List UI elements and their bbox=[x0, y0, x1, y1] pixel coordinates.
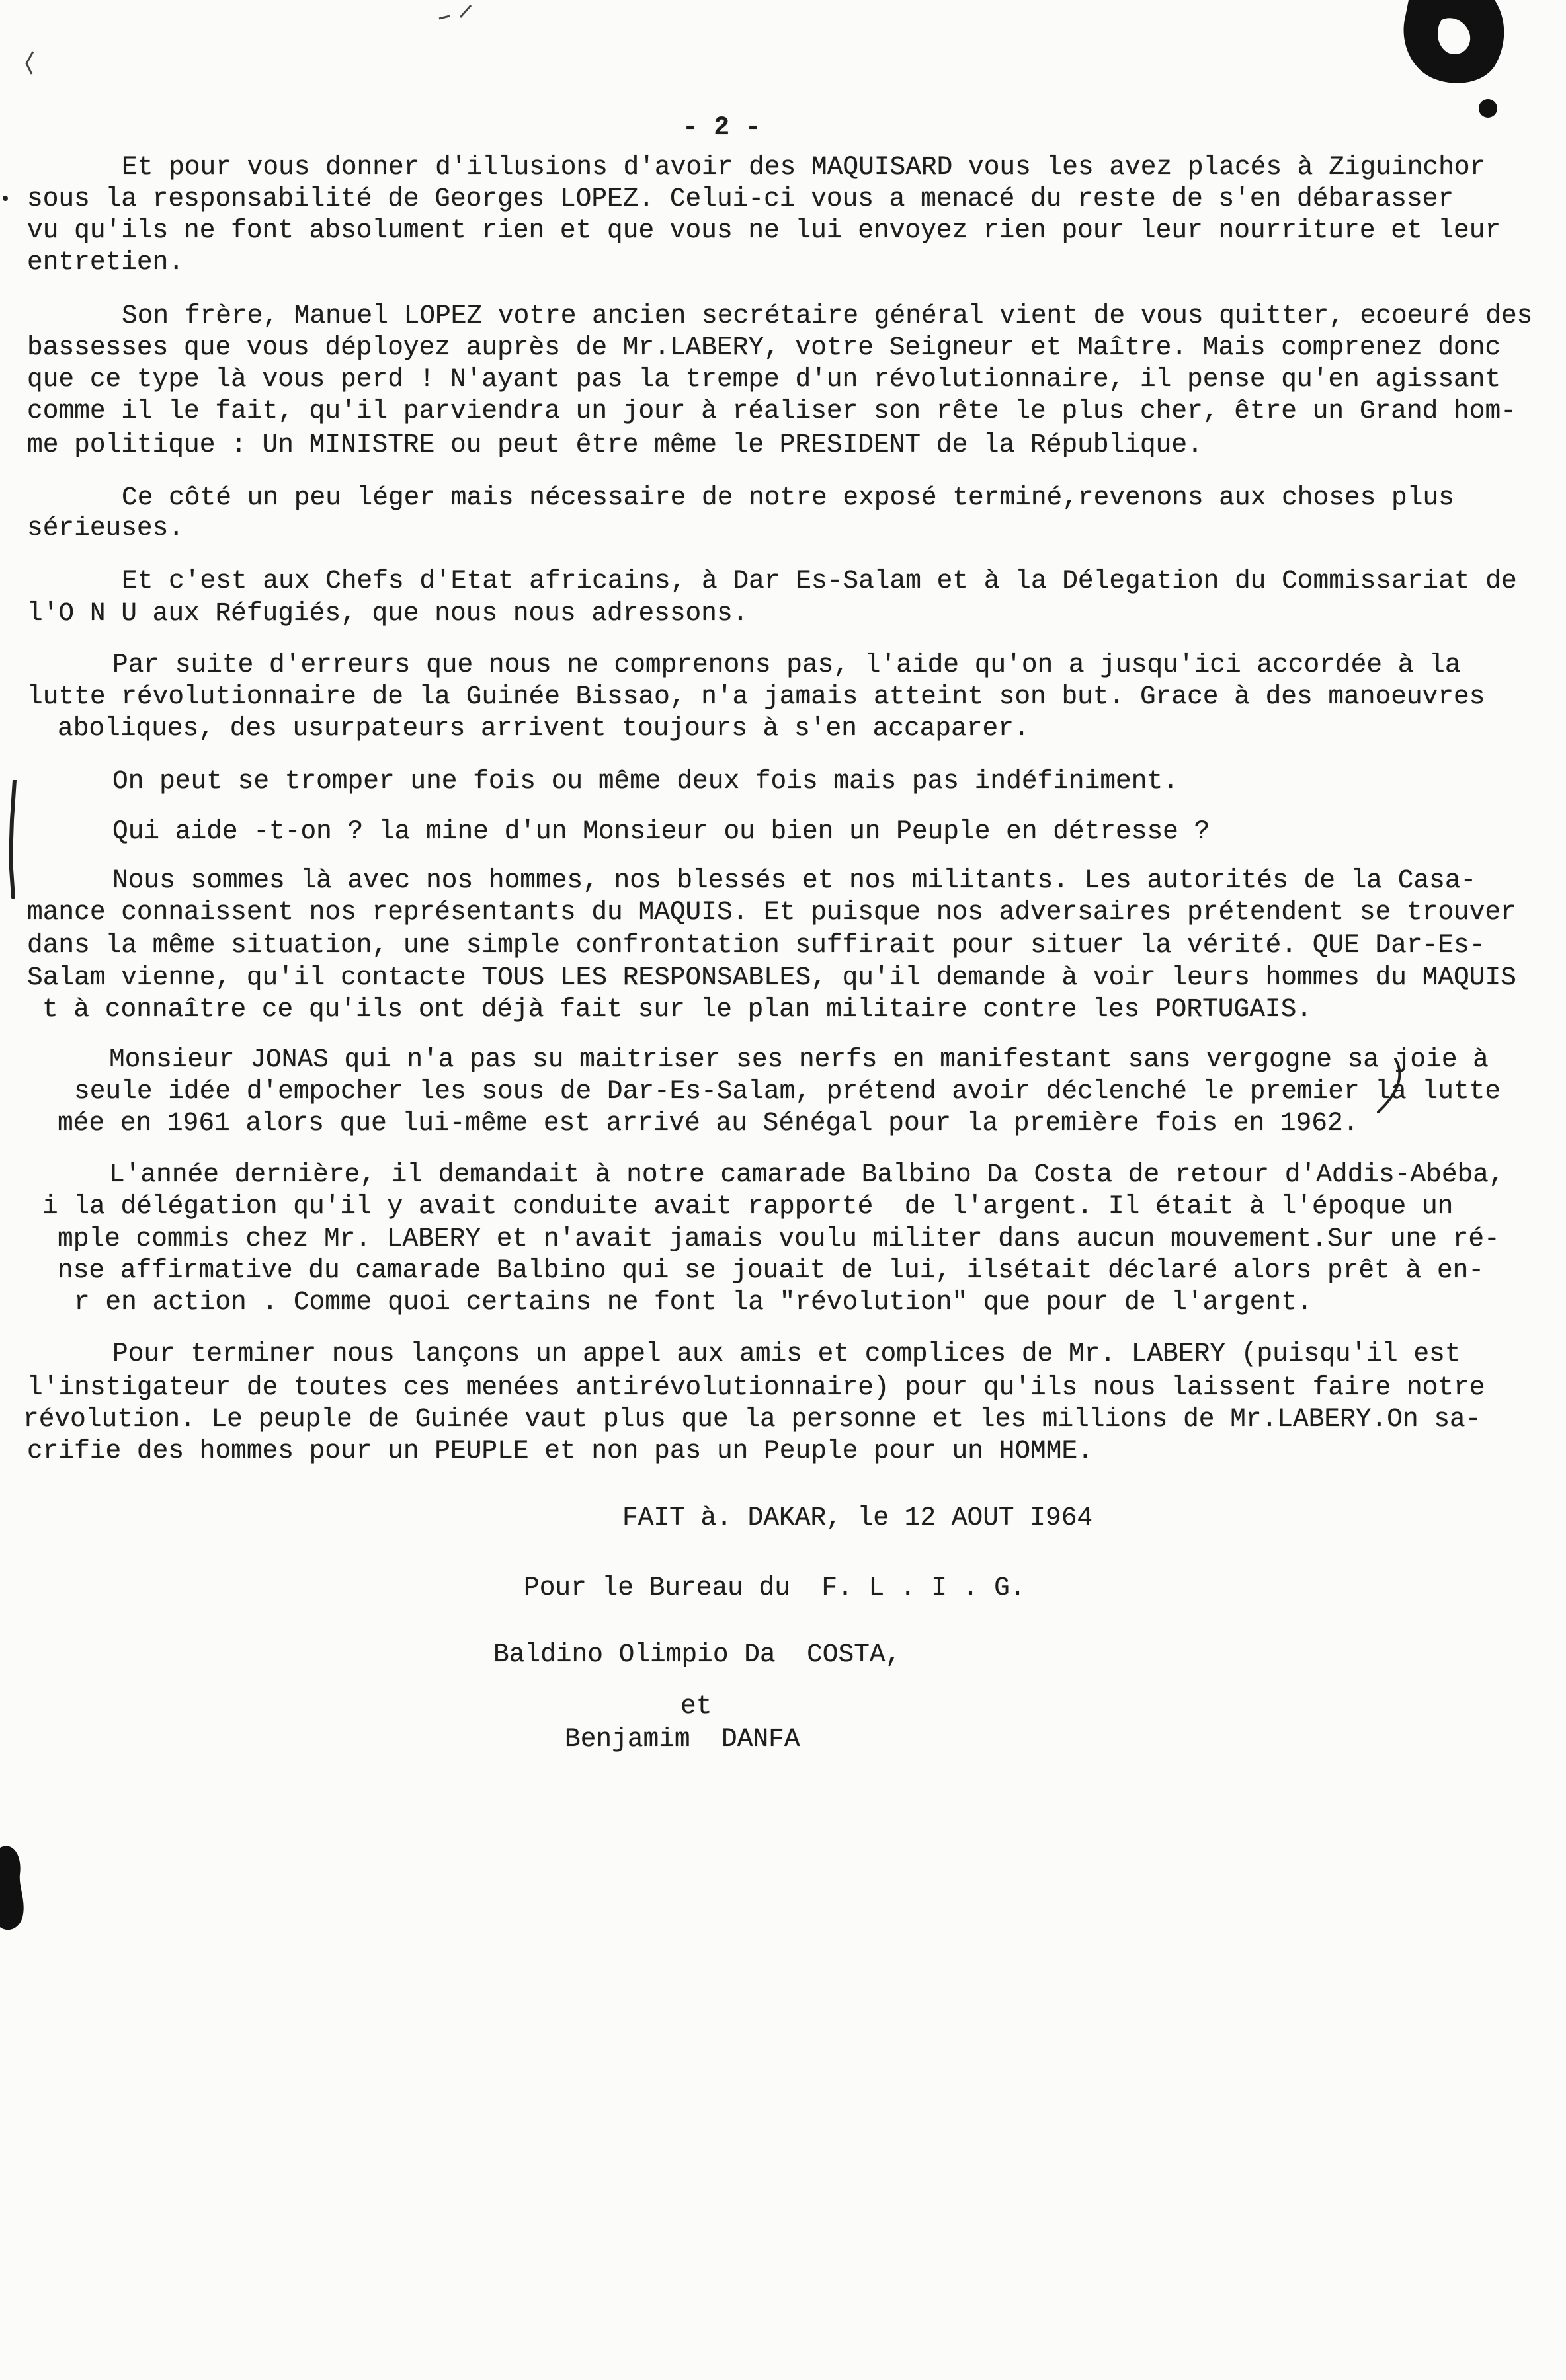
text-line: l'O N U aux Réfugiés, que nous nous adressons. bbox=[27, 598, 749, 628]
text-line: vu qu'ils ne font absolument rien et que vous ne lui envoyez rien pour leur nourriture et leur bbox=[27, 216, 1501, 245]
text-line: Par suite d'erreurs que nous ne comprenons pas, l'aide qu'on a jusqu'ici accordée à la bbox=[112, 650, 1461, 680]
stray-tick-mark bbox=[22, 50, 38, 77]
text-line: dans la même situation, une simple confrontation suffirait pour situer la vérité. QUE Dar-Es- bbox=[27, 930, 1485, 960]
text-line: Nous sommes là avec nos hommes, nos blessés et nos militants. Les autorités de la Casa- bbox=[112, 865, 1477, 895]
text-line: Et pour vous donner d'illusions d'avoir des MAQUISARD vous les avez placés à Ziguinchor bbox=[122, 152, 1486, 182]
text-line: comme il le fait, qu'il parviendra un jour à réaliser son rête le plus cher, être un Grand hom- bbox=[27, 396, 1516, 426]
text-line: Ce côté un peu léger mais nécessaire de notre exposé terminé,revenons aux choses plus bbox=[122, 483, 1454, 512]
stray-top-mark bbox=[436, 3, 476, 22]
text-line: aboliques, des usurpateurs arrivent toujours à s'en accaparer. bbox=[58, 713, 1030, 743]
text-line: seule idée d'empocher les sous de Dar-Es-Salam, prétend avoir déclenché le premier la lutte bbox=[74, 1076, 1501, 1106]
text-line: L'année dernière, il demandait à notre camarade Balbino Da Costa de retour d'Addis-Abéba, bbox=[109, 1160, 1504, 1189]
text-line: Monsieur JONAS qui n'a pas su maitriser ses nerfs en manifestant sans vergogne sa joie à bbox=[109, 1045, 1489, 1074]
text-line: crifie des hommes pour un PEUPLE et non pas un Peuple pour un HOMME. bbox=[27, 1436, 1093, 1466]
text-line: mée en 1961 alors que lui-même est arrivé au Sénégal pour la première fois en 1962. bbox=[58, 1108, 1359, 1138]
text-line: sérieuses. bbox=[27, 513, 185, 543]
ink-blot-top-right bbox=[1395, 0, 1514, 93]
ink-blot-left bbox=[0, 1841, 33, 1934]
conjunction: et bbox=[680, 1691, 712, 1721]
text-line: mance connaissent nos représentants du MAQUIS. Et puisque nos adversaires prétendent se trouver bbox=[27, 897, 1516, 927]
text-line: t à connaître ce qu'ils ont déjà fait sur le plan militaire contre les PORTUGAIS. bbox=[42, 994, 1313, 1024]
signatory-name: Baldino Olimpio Da COSTA, bbox=[493, 1640, 901, 1669]
text-line: On peut se tromper une fois ou même deux fois mais pas indéfiniment. bbox=[112, 766, 1178, 796]
signatory-name: Benjamim DANFA bbox=[565, 1724, 800, 1754]
text-line: Qui aide -t-on ? la mine d'un Monsieur ou bien un Peuple en détresse ? bbox=[112, 816, 1210, 846]
text-line: bassesses que vous déployez auprès de Mr.LABERY, votre Seigneur et Maître. Mais comprenez donc bbox=[27, 333, 1501, 362]
text-line: mple commis chez Mr. LABERY et n'avait jamais voulu militer dans aucun mouvement.Sur une ré- bbox=[58, 1224, 1500, 1253]
text-line: entretien. bbox=[27, 247, 185, 277]
text-line: sous la responsabilité de Georges LOPEZ. Celui-ci vous a menacé du reste de s'en débarasser bbox=[27, 184, 1454, 214]
ink-dot bbox=[1476, 97, 1500, 120]
text-line: Salam vienne, qu'il contacte TOUS LES RESPONSABLES, qu'il demande à voir leurs hommes du MAQUIS bbox=[27, 963, 1516, 992]
page-number: - 2 - bbox=[682, 112, 761, 142]
text-line: me politique : Un MINISTRE ou peut être même le PRESIDENT de la République. bbox=[27, 430, 1203, 459]
text-line: r en action . Comme quoi certains ne font la "révolution" que pour de l'argent. bbox=[74, 1287, 1313, 1317]
place-date-line: FAIT à. DAKAR, le 12 AOUT I964 bbox=[622, 1503, 1093, 1532]
text-line: Pour terminer nous lançons un appel aux amis et complices de Mr. LABERY (puisqu'il est bbox=[112, 1339, 1461, 1368]
bureau-line: Pour le Bureau du F. L . I . G. bbox=[524, 1573, 1026, 1603]
stray-dot-mark bbox=[0, 193, 11, 204]
text-line: Et c'est aux Chefs d'Etat africains, à Dar Es-Salam et à la Délegation du Commissariat de bbox=[122, 566, 1517, 596]
text-line: Son frère, Manuel LOPEZ votre ancien secrétaire général vient de vous quitter, ecoeuré des bbox=[122, 301, 1533, 331]
text-line: révolution. Le peuple de Guinée vaut plus que la personne et les millions de Mr.LABERY.On sa- bbox=[23, 1404, 1481, 1434]
margin-line-mark bbox=[5, 780, 20, 899]
text-line: que ce type là vous perd ! N'ayant pas la trempe d'un révolutionnaire, il pense qu'en agissant bbox=[27, 364, 1501, 394]
text-line: i la délégation qu'il y avait conduite avait rapporté de l'argent. Il était à l'époque un bbox=[42, 1191, 1454, 1221]
text-line: lutte révolutionnaire de la Guinée Bissao, n'a jamais atteint son but. Grace à des manoeuvres bbox=[27, 682, 1485, 711]
text-line: nse affirmative du camarade Balbino qui se jouait de lui, ilsétait déclaré alors prêt à en- bbox=[58, 1255, 1485, 1285]
text-line: l'instigateur de toutes ces menées antirévolutionnaire) pour qu'ils nous laissent faire notre bbox=[27, 1372, 1485, 1402]
